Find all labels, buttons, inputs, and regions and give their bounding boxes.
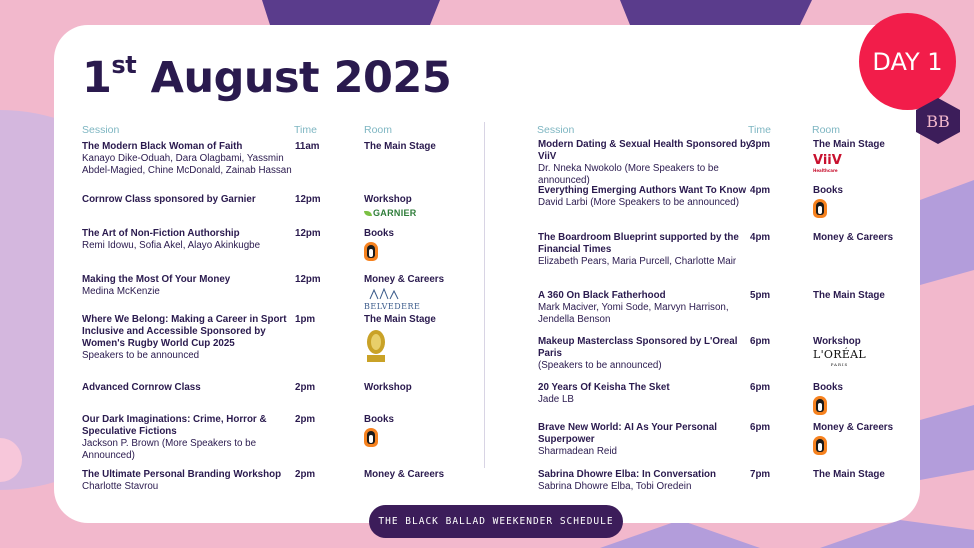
session-entry xyxy=(538,139,753,187)
session-room: Books xyxy=(813,185,843,196)
session-room: Workshop xyxy=(364,194,412,205)
session-speakers: Jade LB xyxy=(538,394,574,405)
session-title: 20 Years Of Keisha The Sket xyxy=(538,382,670,393)
session-title: Advanced Cornrow Class xyxy=(82,382,201,393)
schedule-footer-label: THE BLACK BALLAD WEEKENDER SCHEDULE xyxy=(369,505,623,538)
session-room: Books xyxy=(364,228,394,239)
room-column-header: Room xyxy=(364,124,393,136)
penguin-books-logo-icon xyxy=(813,396,827,415)
penguin-books-logo-icon xyxy=(813,199,827,218)
session-time: 5pm xyxy=(750,290,771,301)
session-entry xyxy=(82,228,297,252)
session-entry xyxy=(82,274,297,298)
session-room: Money & Careers xyxy=(364,469,445,480)
session-title: Modern Dating & Sexual Health Sponsored by ViiV xyxy=(538,139,752,162)
penguin-books-logo-icon xyxy=(364,428,378,447)
session-speakers: Medina McKenzie xyxy=(82,286,160,297)
session-entry xyxy=(538,382,753,406)
session-time: 12pm xyxy=(295,228,321,239)
session-speakers: Sabrina Dhowre Elba, Tobi Oredein xyxy=(538,481,692,492)
title-day: 1 xyxy=(82,53,112,103)
session-time: 2pm xyxy=(295,414,316,425)
session-room: The Main Stage xyxy=(364,141,436,152)
session-title: The Art of Non-Fiction Authorship xyxy=(82,228,240,239)
session-title: Making the Most Of Your Money xyxy=(82,274,231,285)
session-title: The Modern Black Woman of Faith xyxy=(82,141,243,152)
session-room: Money & Careers xyxy=(813,232,894,243)
session-title: Makeup Masterclass Sponsored by L'Oreal Paris xyxy=(538,336,738,359)
session-column-header: Session xyxy=(82,124,120,136)
session-room: The Main Stage xyxy=(813,139,885,150)
session-entry xyxy=(538,336,753,372)
session-speakers: Speakers to be announced xyxy=(82,350,200,361)
session-room: Books xyxy=(813,382,843,393)
session-time: 6pm xyxy=(750,422,771,433)
garnier-logo: GARNIER xyxy=(364,208,417,218)
session-entry xyxy=(82,382,297,394)
session-room: Workshop xyxy=(364,382,412,393)
leaf-icon xyxy=(364,211,372,216)
session-speakers: Elizabeth Pears, Maria Purcell, Charlotte Mair xyxy=(538,256,737,267)
session-title: A 360 On Black Fatherhood xyxy=(538,290,666,301)
session-room: The Main Stage xyxy=(813,469,885,480)
session-room: Books xyxy=(364,414,394,425)
title-suffix: st xyxy=(111,50,137,79)
penguin-books-logo-icon xyxy=(813,436,827,455)
session-title: The Ultimate Personal Branding Workshop xyxy=(82,469,282,480)
session-column-header: Session xyxy=(537,124,575,136)
session-speakers: Dr. Nneka Nwokolo (More Speakers to be announced) xyxy=(538,163,719,186)
session-entry xyxy=(538,290,753,326)
session-room: The Main Stage xyxy=(813,290,885,301)
session-time: 11am xyxy=(295,141,320,152)
session-speakers: (Speakers to be announced) xyxy=(538,360,662,371)
session-entry xyxy=(82,314,297,362)
session-speakers: Sharmadean Reid xyxy=(538,446,617,457)
session-entry xyxy=(538,185,753,209)
session-speakers: Jackson P. Brown (More Speakers to be Announced) xyxy=(82,438,257,461)
time-column-header: Time xyxy=(294,124,317,136)
rugby-world-cup-trophy-icon xyxy=(364,328,388,369)
trees-icon xyxy=(364,288,404,300)
session-time: 4pm xyxy=(750,185,771,196)
session-title: Where We Belong: Making a Career in Sport Inclusive and Accessible Sponsored by Women's Rugby World Cup 2025 xyxy=(82,314,287,349)
viiv-logo: ViiV Healthcare xyxy=(813,153,842,173)
session-title: Our Dark Imaginations: Crime, Horror & Speculative Fictions xyxy=(82,414,267,437)
session-time: 2pm xyxy=(295,382,316,393)
session-entry xyxy=(538,422,753,458)
session-title: Brave New World: AI As Your Personal Superpower xyxy=(538,422,717,445)
black-ballad-logo-icon xyxy=(912,96,964,146)
belvedere-logo: BELVEDERE xyxy=(364,288,420,311)
session-time: 2pm xyxy=(295,469,316,480)
session-entry xyxy=(538,232,753,268)
session-speakers: Remi Idowu, Sofia Akel, Alayo Akinkugbe xyxy=(82,240,261,251)
session-room: Money & Careers xyxy=(364,274,445,285)
session-entry xyxy=(82,414,297,462)
column-divider xyxy=(484,122,485,468)
session-speakers: Kanayo Dike-Oduah, Dara Olagbami, Yassmin Abdel-Magied, Chine McDonald, Zainab Hassan xyxy=(82,153,292,176)
time-column-header: Time xyxy=(748,124,771,136)
session-speakers: Mark Maciver, Yomi Sode, Marvyn Harrison, Jendella Benson xyxy=(538,302,729,325)
session-entry xyxy=(82,469,297,493)
session-room: Money & Careers xyxy=(813,422,894,433)
room-column-header: Room xyxy=(812,124,841,136)
session-room: Workshop xyxy=(813,336,861,347)
session-room: The Main Stage xyxy=(364,314,436,325)
session-speakers: Charlotte Stavrou xyxy=(82,481,159,492)
session-time: 7pm xyxy=(750,469,771,480)
session-title: Everything Emerging Authors Want To Know xyxy=(538,185,747,196)
page-title xyxy=(82,50,452,103)
session-title: Sabrina Dhowre Elba: In Conversation xyxy=(538,469,717,480)
session-entry xyxy=(82,194,297,206)
loreal-logo: L'ORÉAL PARIS xyxy=(813,348,867,367)
session-entry xyxy=(538,469,753,493)
session-time: 4pm xyxy=(750,232,771,243)
session-speakers: David Larbi (More Speakers to be announced) xyxy=(538,197,739,208)
penguin-books-logo-icon xyxy=(364,242,378,261)
session-time: 6pm xyxy=(750,336,771,347)
session-title: The Boardroom Blueprint supported by the Financial Times xyxy=(538,232,739,255)
session-time: 12pm xyxy=(295,194,321,205)
session-time: 3pm xyxy=(750,139,771,150)
session-time: 6pm xyxy=(750,382,771,393)
logo-initials: BB xyxy=(926,112,950,131)
session-time: 12pm xyxy=(295,274,321,285)
day-badge: DAY 1 xyxy=(859,13,956,110)
session-time: 1pm xyxy=(295,314,316,325)
title-month-year: August 2025 xyxy=(150,53,452,103)
session-title: Cornrow Class sponsored by Garnier xyxy=(82,194,256,205)
session-entry xyxy=(82,141,297,177)
